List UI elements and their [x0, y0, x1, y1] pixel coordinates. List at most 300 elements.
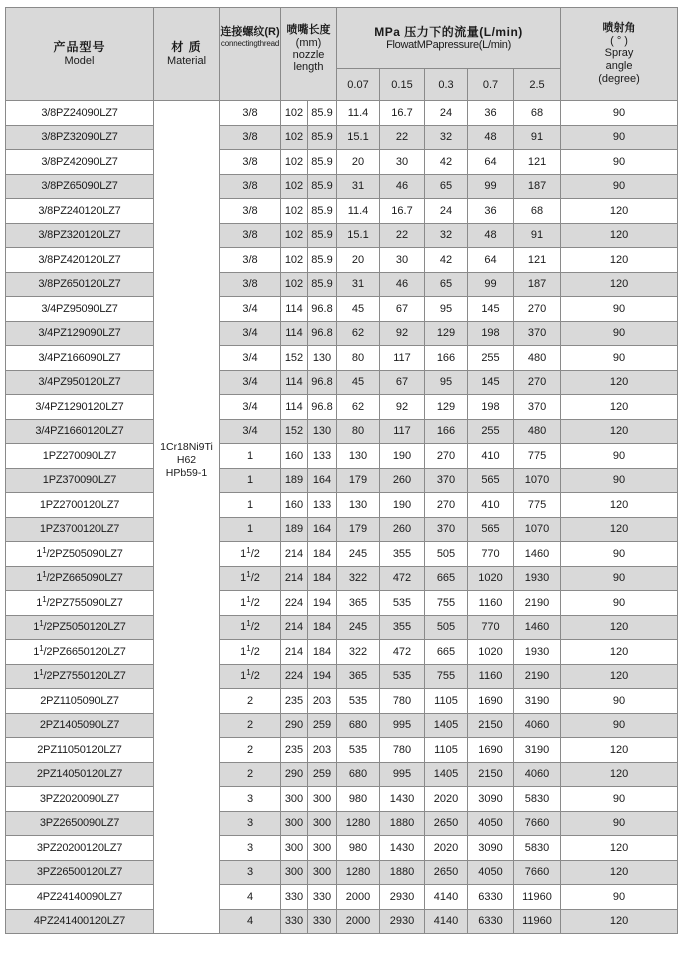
cell-flow: 995 — [380, 713, 425, 738]
table-row — [6, 811, 678, 836]
header-nozzle-length — [281, 8, 337, 101]
cell-thread: 3/4 — [220, 419, 281, 444]
cell-model: 3/8PZ42090LZ7 — [6, 150, 154, 175]
cell-flow: 780 — [380, 689, 425, 714]
cell-flow: 370 — [425, 468, 468, 493]
cell-flow: 365 — [337, 591, 380, 616]
cell-flow: 92 — [380, 321, 425, 346]
cell-thread: 3/8 — [220, 125, 281, 150]
cell-flow: 46 — [380, 272, 425, 297]
cell-model — [6, 566, 154, 591]
cell-nozzle-length: 130 — [308, 419, 337, 444]
model-whole: 1 — [36, 596, 43, 609]
cell-nozzle-length: 330 — [281, 909, 308, 934]
table-row — [6, 468, 678, 493]
cell-nozzle-length: 102 — [281, 248, 308, 273]
cell-nozzle-length: 224 — [281, 591, 308, 616]
cell-model: 2PZ14050120LZ7 — [6, 762, 154, 787]
cell-flow: 1160 — [468, 664, 514, 689]
cell-flow: 255 — [468, 419, 514, 444]
table-row — [6, 615, 678, 640]
cell-flow: 15.1 — [337, 125, 380, 150]
cell-flow: 99 — [468, 174, 514, 199]
cell-flow: 80 — [337, 346, 380, 371]
cell-flow: 1105 — [425, 689, 468, 714]
cell-thread: 4 — [220, 885, 281, 910]
cell-flow: 1460 — [514, 542, 561, 567]
model-rest: /2PZ5050120LZ7 — [43, 621, 126, 634]
cell-model: 3/4PZ1660120LZ7 — [6, 419, 154, 444]
model-frac: 1 — [39, 643, 44, 653]
table-row — [6, 370, 678, 395]
cell-flow: 11.4 — [337, 101, 380, 126]
cell-spray-angle: 90 — [561, 885, 678, 910]
cell-spray-angle: 120 — [561, 640, 678, 665]
cell-model: 3/8PZ320120LZ7 — [6, 223, 154, 248]
cell-thread: 1 — [220, 517, 281, 542]
cell-flow: 2020 — [425, 787, 468, 812]
cell-model: 3/4PZ950120LZ7 — [6, 370, 154, 395]
cell-flow: 68 — [514, 199, 561, 224]
cell-flow: 3190 — [514, 738, 561, 763]
header-nozzle-unit: (mm) — [295, 37, 322, 49]
cell-flow: 1880 — [380, 811, 425, 836]
cell-flow: 31 — [337, 174, 380, 199]
cell-flow: 2000 — [337, 909, 380, 934]
model-frac: 1 — [42, 594, 47, 604]
cell-nozzle-length: 300 — [281, 836, 308, 861]
cell-spray-angle: 90 — [561, 542, 678, 567]
header-model — [6, 8, 154, 101]
cell-nozzle-length: 259 — [308, 713, 337, 738]
cell-thread: 2 — [220, 689, 281, 714]
cell-flow: 42 — [425, 150, 468, 175]
thread-rest: /2 — [250, 596, 260, 609]
cell-flow: 270 — [514, 297, 561, 322]
model-whole: 1 — [36, 572, 43, 585]
cell-nozzle-length: 214 — [281, 566, 308, 591]
cell-nozzle-length: 85.9 — [308, 248, 337, 273]
cell-flow: 755 — [425, 664, 468, 689]
cell-flow: 245 — [337, 542, 380, 567]
cell-thread: 3/8 — [220, 150, 281, 175]
cell-nozzle-length: 224 — [281, 664, 308, 689]
cell-spray-angle: 90 — [561, 321, 678, 346]
cell-nozzle-length: 203 — [308, 689, 337, 714]
cell-thread: 1 — [220, 444, 281, 469]
cell-thread — [220, 591, 281, 616]
model-frac: 1 — [39, 668, 44, 678]
cell-thread: 3/8 — [220, 174, 281, 199]
cell-spray-angle: 90 — [561, 713, 678, 738]
cell-nozzle-length: 290 — [281, 762, 308, 787]
cell-model: 3/4PZ166090LZ7 — [6, 346, 154, 371]
cell-spray-angle: 120 — [561, 517, 678, 542]
cell-flow: 2000 — [337, 885, 380, 910]
cell-thread — [220, 566, 281, 591]
table-row — [6, 909, 678, 934]
cell-spray-angle: 120 — [561, 395, 678, 420]
model-rest: /2PZ6650120LZ7 — [43, 645, 126, 658]
cell-flow: 4140 — [425, 885, 468, 910]
header-thread-en: connectingthread — [220, 39, 280, 48]
cell-model: 3/8PZ32090LZ7 — [6, 125, 154, 150]
cell-nozzle-length: 130 — [308, 346, 337, 371]
cell-spray-angle: 120 — [561, 199, 678, 224]
cell-flow: 42 — [425, 248, 468, 273]
table-row — [6, 395, 678, 420]
cell-nozzle-length: 133 — [308, 493, 337, 518]
table-row — [6, 689, 678, 714]
model-rest: /2PZ505090LZ7 — [46, 547, 123, 560]
cell-flow: 480 — [514, 346, 561, 371]
header-spray-en3: (degree) — [598, 73, 640, 85]
thread-whole: 1 — [240, 572, 247, 585]
cell-flow: 187 — [514, 272, 561, 297]
cell-nozzle-length: 96.8 — [308, 370, 337, 395]
cell-flow: 45 — [337, 297, 380, 322]
cell-nozzle-length: 85.9 — [308, 125, 337, 150]
cell-flow: 24 — [425, 199, 468, 224]
cell-thread: 3/8 — [220, 248, 281, 273]
pressure-col: 2.5 — [514, 69, 561, 101]
cell-spray-angle: 90 — [561, 125, 678, 150]
cell-flow: 1405 — [425, 713, 468, 738]
cell-spray-angle: 120 — [561, 664, 678, 689]
thread-whole: 1 — [240, 670, 247, 683]
cell-model: 1PZ3700120LZ7 — [6, 517, 154, 542]
cell-spray-angle: 90 — [561, 787, 678, 812]
cell-flow: 1105 — [425, 738, 468, 763]
cell-flow: 1020 — [468, 566, 514, 591]
cell-flow: 48 — [468, 125, 514, 150]
cell-nozzle-length: 184 — [308, 542, 337, 567]
table-row — [6, 885, 678, 910]
cell-flow: 1430 — [380, 836, 425, 861]
table-row — [6, 174, 678, 199]
cell-nozzle-length: 102 — [281, 199, 308, 224]
table-row — [6, 640, 678, 665]
cell-flow: 117 — [380, 419, 425, 444]
cell-flow: 95 — [425, 370, 468, 395]
cell-nozzle-length: 102 — [281, 150, 308, 175]
cell-flow: 3090 — [468, 836, 514, 861]
cell-flow: 2930 — [380, 909, 425, 934]
cell-flow: 2650 — [425, 860, 468, 885]
cell-flow: 91 — [514, 223, 561, 248]
cell-model: 3PZ2020090LZ7 — [6, 787, 154, 812]
model-whole: 1 — [33, 621, 40, 634]
cell-flow: 255 — [468, 346, 514, 371]
table-row — [6, 664, 678, 689]
header-nozzle-en1: nozzle — [292, 49, 325, 61]
cell-model: 3/8PZ240120LZ7 — [6, 199, 154, 224]
cell-nozzle-length: 160 — [281, 444, 308, 469]
cell-flow: 770 — [468, 615, 514, 640]
cell-thread — [220, 542, 281, 567]
cell-nozzle-length: 194 — [308, 664, 337, 689]
model-rest: /2PZ665090LZ7 — [46, 572, 123, 585]
cell-flow: 166 — [425, 419, 468, 444]
cell-model: 3PZ26500120LZ7 — [6, 860, 154, 885]
table-row — [6, 713, 678, 738]
table-row — [6, 493, 678, 518]
cell-flow: 3090 — [468, 787, 514, 812]
cell-nozzle-length: 203 — [308, 738, 337, 763]
cell-thread: 3 — [220, 811, 281, 836]
header-model-en: Model — [64, 55, 95, 67]
cell-nozzle-length: 96.8 — [308, 297, 337, 322]
cell-thread: 1 — [220, 493, 281, 518]
thread-frac: 1 — [246, 668, 251, 678]
cell-nozzle-length: 259 — [308, 762, 337, 787]
model-frac: 1 — [42, 570, 47, 580]
cell-thread: 3/4 — [220, 395, 281, 420]
cell-model: 4PZ241400120LZ7 — [6, 909, 154, 934]
cell-flow: 32 — [425, 125, 468, 150]
cell-flow: 2650 — [425, 811, 468, 836]
material-line: 1Cr18Ni9Ti — [160, 441, 213, 453]
table-row — [6, 860, 678, 885]
cell-thread: 1 — [220, 468, 281, 493]
cell-flow: 80 — [337, 419, 380, 444]
cell-flow: 46 — [380, 174, 425, 199]
cell-nozzle-length: 330 — [308, 909, 337, 934]
cell-flow: 322 — [337, 566, 380, 591]
cell-flow: 11960 — [514, 909, 561, 934]
model-frac: 1 — [42, 545, 47, 555]
cell-spray-angle: 90 — [561, 297, 678, 322]
cell-model: 2PZ1105090LZ7 — [6, 689, 154, 714]
cell-flow: 65 — [425, 174, 468, 199]
cell-flow: 1160 — [468, 591, 514, 616]
table-row — [6, 836, 678, 861]
cell-spray-angle: 90 — [561, 566, 678, 591]
cell-flow: 1930 — [514, 566, 561, 591]
thread-frac: 1 — [246, 619, 251, 629]
cell-flow: 6330 — [468, 909, 514, 934]
table-row — [6, 321, 678, 346]
spec-sheet — [5, 7, 677, 934]
cell-flow: 15.1 — [337, 223, 380, 248]
cell-nozzle-length: 114 — [281, 395, 308, 420]
model-whole: 1 — [33, 645, 40, 658]
table-row — [6, 223, 678, 248]
cell-model — [6, 664, 154, 689]
cell-thread — [220, 640, 281, 665]
cell-nozzle-length: 300 — [281, 811, 308, 836]
cell-nozzle-length: 300 — [308, 836, 337, 861]
cell-flow: 36 — [468, 199, 514, 224]
cell-thread: 3/4 — [220, 321, 281, 346]
cell-flow: 1930 — [514, 640, 561, 665]
cell-flow: 980 — [337, 836, 380, 861]
cell-spray-angle: 120 — [561, 419, 678, 444]
cell-nozzle-length: 290 — [281, 713, 308, 738]
cell-spray-angle: 120 — [561, 248, 678, 273]
cell-spray-angle: 90 — [561, 468, 678, 493]
header-nozzle-cn: 喷嘴长度 — [286, 24, 331, 36]
cell-flow: 370 — [425, 517, 468, 542]
cell-nozzle-length: 300 — [308, 860, 337, 885]
cell-spray-angle: 120 — [561, 909, 678, 934]
cell-flow: 4060 — [514, 762, 561, 787]
cell-flow: 355 — [380, 615, 425, 640]
cell-flow: 980 — [337, 787, 380, 812]
cell-flow: 1070 — [514, 468, 561, 493]
cell-spray-angle: 90 — [561, 689, 678, 714]
cell-model: 1PZ370090LZ7 — [6, 468, 154, 493]
cell-spray-angle: 120 — [561, 493, 678, 518]
cell-flow: 472 — [380, 566, 425, 591]
cell-flow: 145 — [468, 297, 514, 322]
cell-flow: 1070 — [514, 517, 561, 542]
cell-spray-angle: 90 — [561, 346, 678, 371]
table-row — [6, 419, 678, 444]
pressure-col: 0.07 — [337, 69, 380, 101]
cell-nozzle-length: 300 — [308, 811, 337, 836]
cell-nozzle-length: 102 — [281, 174, 308, 199]
cell-flow: 95 — [425, 297, 468, 322]
header-model-cn: 产品型号 — [53, 40, 106, 54]
cell-spray-angle: 120 — [561, 738, 678, 763]
cell-flow: 770 — [468, 542, 514, 567]
cell-model: 2PZ11050120LZ7 — [6, 738, 154, 763]
cell-flow: 2150 — [468, 762, 514, 787]
cell-flow: 365 — [337, 664, 380, 689]
cell-flow: 565 — [468, 468, 514, 493]
cell-flow: 410 — [468, 493, 514, 518]
cell-flow: 5830 — [514, 787, 561, 812]
cell-flow: 355 — [380, 542, 425, 567]
cell-nozzle-length: 133 — [308, 444, 337, 469]
model-whole: 1 — [36, 547, 43, 560]
cell-flow: 7660 — [514, 860, 561, 885]
table-row — [6, 738, 678, 763]
cell-nozzle-length: 300 — [308, 787, 337, 812]
cell-nozzle-length: 189 — [281, 517, 308, 542]
cell-flow: 5830 — [514, 836, 561, 861]
table-row — [6, 762, 678, 787]
cell-nozzle-length: 85.9 — [308, 272, 337, 297]
thread-rest: /2 — [250, 670, 260, 683]
cell-model — [6, 640, 154, 665]
thread-whole: 1 — [240, 621, 247, 634]
model-rest: /2PZ7550120LZ7 — [43, 670, 126, 683]
header-flow-cn: MPa 压力下的流量(L/min) — [374, 24, 523, 39]
cell-nozzle-length: 96.8 — [308, 321, 337, 346]
cell-nozzle-length: 235 — [281, 738, 308, 763]
cell-flow: 129 — [425, 321, 468, 346]
header-thread — [220, 8, 281, 101]
cell-flow: 179 — [337, 517, 380, 542]
cell-nozzle-length: 114 — [281, 297, 308, 322]
cell-spray-angle: 90 — [561, 444, 678, 469]
cell-spray-angle: 120 — [561, 860, 678, 885]
cell-thread: 2 — [220, 713, 281, 738]
cell-flow: 30 — [380, 248, 425, 273]
cell-nozzle-length: 102 — [281, 272, 308, 297]
cell-flow: 121 — [514, 150, 561, 175]
cell-model: 1PZ270090LZ7 — [6, 444, 154, 469]
cell-flow: 4140 — [425, 909, 468, 934]
header-spray-unit: ( ° ) — [610, 35, 628, 47]
cell-flow: 7660 — [514, 811, 561, 836]
pressure-col: 0.15 — [380, 69, 425, 101]
cell-nozzle-length: 152 — [281, 419, 308, 444]
cell-flow: 260 — [380, 517, 425, 542]
cell-flow: 91 — [514, 125, 561, 150]
cell-flow: 1405 — [425, 762, 468, 787]
cell-nozzle-length: 164 — [308, 517, 337, 542]
thread-frac: 1 — [246, 594, 251, 604]
table-row — [6, 125, 678, 150]
cell-flow: 780 — [380, 738, 425, 763]
cell-model: 3/8PZ24090LZ7 — [6, 101, 154, 126]
cell-model: 3/8PZ650120LZ7 — [6, 272, 154, 297]
cell-flow: 680 — [337, 713, 380, 738]
cell-thread: 3/8 — [220, 272, 281, 297]
cell-flow: 2930 — [380, 885, 425, 910]
cell-nozzle-length: 214 — [281, 615, 308, 640]
cell-flow: 775 — [514, 444, 561, 469]
table-row — [6, 346, 678, 371]
cell-nozzle-length: 85.9 — [308, 223, 337, 248]
material-line: HPb59-1 — [165, 467, 208, 479]
cell-flow: 179 — [337, 468, 380, 493]
cell-model: 3PZ2650090LZ7 — [6, 811, 154, 836]
cell-model: 3/8PZ420120LZ7 — [6, 248, 154, 273]
cell-thread: 2 — [220, 762, 281, 787]
cell-thread: 3/8 — [220, 199, 281, 224]
cell-flow: 1430 — [380, 787, 425, 812]
cell-flow: 20 — [337, 248, 380, 273]
cell-nozzle-length: 184 — [308, 615, 337, 640]
cell-flow: 2190 — [514, 591, 561, 616]
cell-flow: 24 — [425, 101, 468, 126]
cell-model — [6, 591, 154, 616]
cell-flow: 190 — [380, 444, 425, 469]
cell-nozzle-length: 85.9 — [308, 199, 337, 224]
cell-flow: 680 — [337, 762, 380, 787]
table-row — [6, 566, 678, 591]
cell-flow: 3190 — [514, 689, 561, 714]
cell-nozzle-length: 194 — [308, 591, 337, 616]
header-spray-angle — [561, 8, 678, 101]
table-row — [6, 248, 678, 273]
cell-thread: 3 — [220, 860, 281, 885]
cell-nozzle-length: 114 — [281, 370, 308, 395]
header-spray-cn: 喷射角 — [602, 22, 636, 34]
table-row — [6, 787, 678, 812]
table-row — [6, 297, 678, 322]
cell-flow: 117 — [380, 346, 425, 371]
model-rest: /2PZ755090LZ7 — [46, 596, 123, 609]
cell-nozzle-length: 330 — [308, 885, 337, 910]
cell-spray-angle: 90 — [561, 591, 678, 616]
cell-nozzle-length: 184 — [308, 566, 337, 591]
cell-thread: 3/4 — [220, 370, 281, 395]
cell-flow: 16.7 — [380, 199, 425, 224]
cell-thread: 3/4 — [220, 297, 281, 322]
cell-spray-angle: 120 — [561, 836, 678, 861]
cell-flow: 32 — [425, 223, 468, 248]
cell-model: 3/8PZ65090LZ7 — [6, 174, 154, 199]
thread-frac: 1 — [246, 643, 251, 653]
cell-flow: 755 — [425, 591, 468, 616]
cell-spray-angle: 120 — [561, 272, 678, 297]
table-row — [6, 444, 678, 469]
